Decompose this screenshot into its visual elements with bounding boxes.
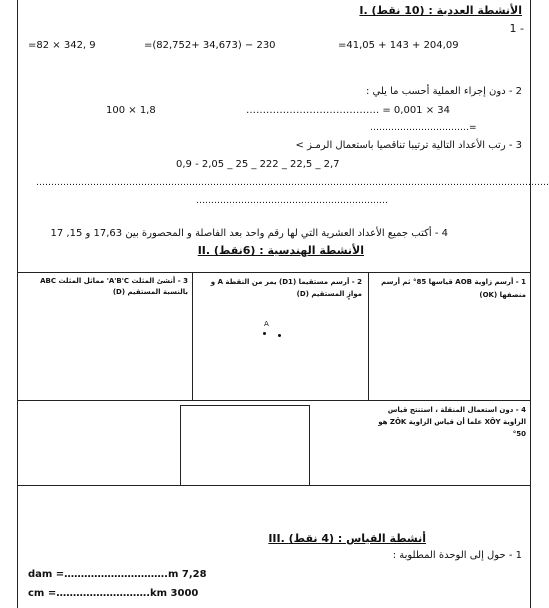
ex2-instruction: 2 - دون إجراء العملية أحسب ما يلي : bbox=[365, 86, 522, 97]
grid-divider-right bbox=[368, 272, 369, 400]
section3-title: III. أنشطة القياس : (4 نقط) bbox=[268, 532, 426, 545]
section2-title: II. الأنشطة الهندسية : (6نقط) bbox=[197, 244, 364, 257]
point-a-label: A bbox=[264, 320, 269, 328]
ex2-right-expression: …………………………………. = 0,001 × 34 bbox=[246, 105, 451, 116]
geometry-cell-1: 1 - أرسم زاوية AOB قياسها 85° ثم أرسم منصفها (OK) bbox=[381, 278, 526, 299]
conversion-row-1: dam =………………………….m 7,28 bbox=[28, 569, 207, 580]
calc-2: =(82,752+ 34,673) − 230 bbox=[144, 40, 276, 51]
ex4-text: 4 - أكتب جميع الأعداد العشرية التي لها رقم واحد بعد الفاصلة و المحصورة بين 17,63 و 15, 17 bbox=[50, 228, 448, 239]
grid-divider-left bbox=[192, 272, 193, 400]
geometry-cell-4: 4 - دون استعمال المنقلة ، استنتج قياس الزاوية XÔY علما أن قياس الزاوية ZÔK هو 50° bbox=[378, 406, 526, 438]
ex3-instruction: 3 - رتب الأعداد التالية ترتيبا تناقصيا باستعمال الرمـز > bbox=[295, 140, 522, 151]
grid-middle-line bbox=[18, 400, 530, 401]
worksheet-page bbox=[17, 0, 549, 608]
ex2-left-expression: 100 × 1,8 bbox=[106, 105, 156, 116]
calc-1: =82 × 342, 9 bbox=[28, 40, 96, 51]
ex1-number: 1 - bbox=[509, 22, 524, 35]
geometry-grid bbox=[18, 272, 530, 486]
geometry-cell-2: 2 - أرسم مستقيما (D1) يمر من النقطة A و موازٍ المستقيم (D) bbox=[210, 278, 362, 298]
section1-title: I. الأنشطة العددية : (10 نقط) bbox=[359, 4, 522, 17]
ex3-dots-line-2: ………………………………………………………. bbox=[196, 196, 388, 206]
conversion-row-2: cm =……………………….km 3000 bbox=[28, 588, 199, 599]
point-b bbox=[278, 334, 281, 337]
grid-top-line bbox=[18, 272, 530, 273]
point-a bbox=[263, 332, 266, 335]
protractor-box bbox=[180, 405, 310, 486]
geometry-cell-3: 3 - أنشئ المثلث A'B'C' مماثل المثلث ABC بالنسبة المستقيم (D) bbox=[40, 277, 188, 296]
ex3-numbers: 0,9 - 2,05 _ 25 _ 222 _ 22,5 _ 2,7 bbox=[176, 159, 340, 170]
section3-instruction: 1 - حول إلى الوحدة المطلوبة : bbox=[392, 550, 522, 561]
calc-3: =41,05 + 143 + 204,09 bbox=[338, 40, 459, 51]
ex3-dots-line-1: ……………………………………………………………………………………………………………………………………………………… bbox=[36, 178, 549, 188]
ex2-dots-line: ……………………………= bbox=[370, 123, 477, 133]
